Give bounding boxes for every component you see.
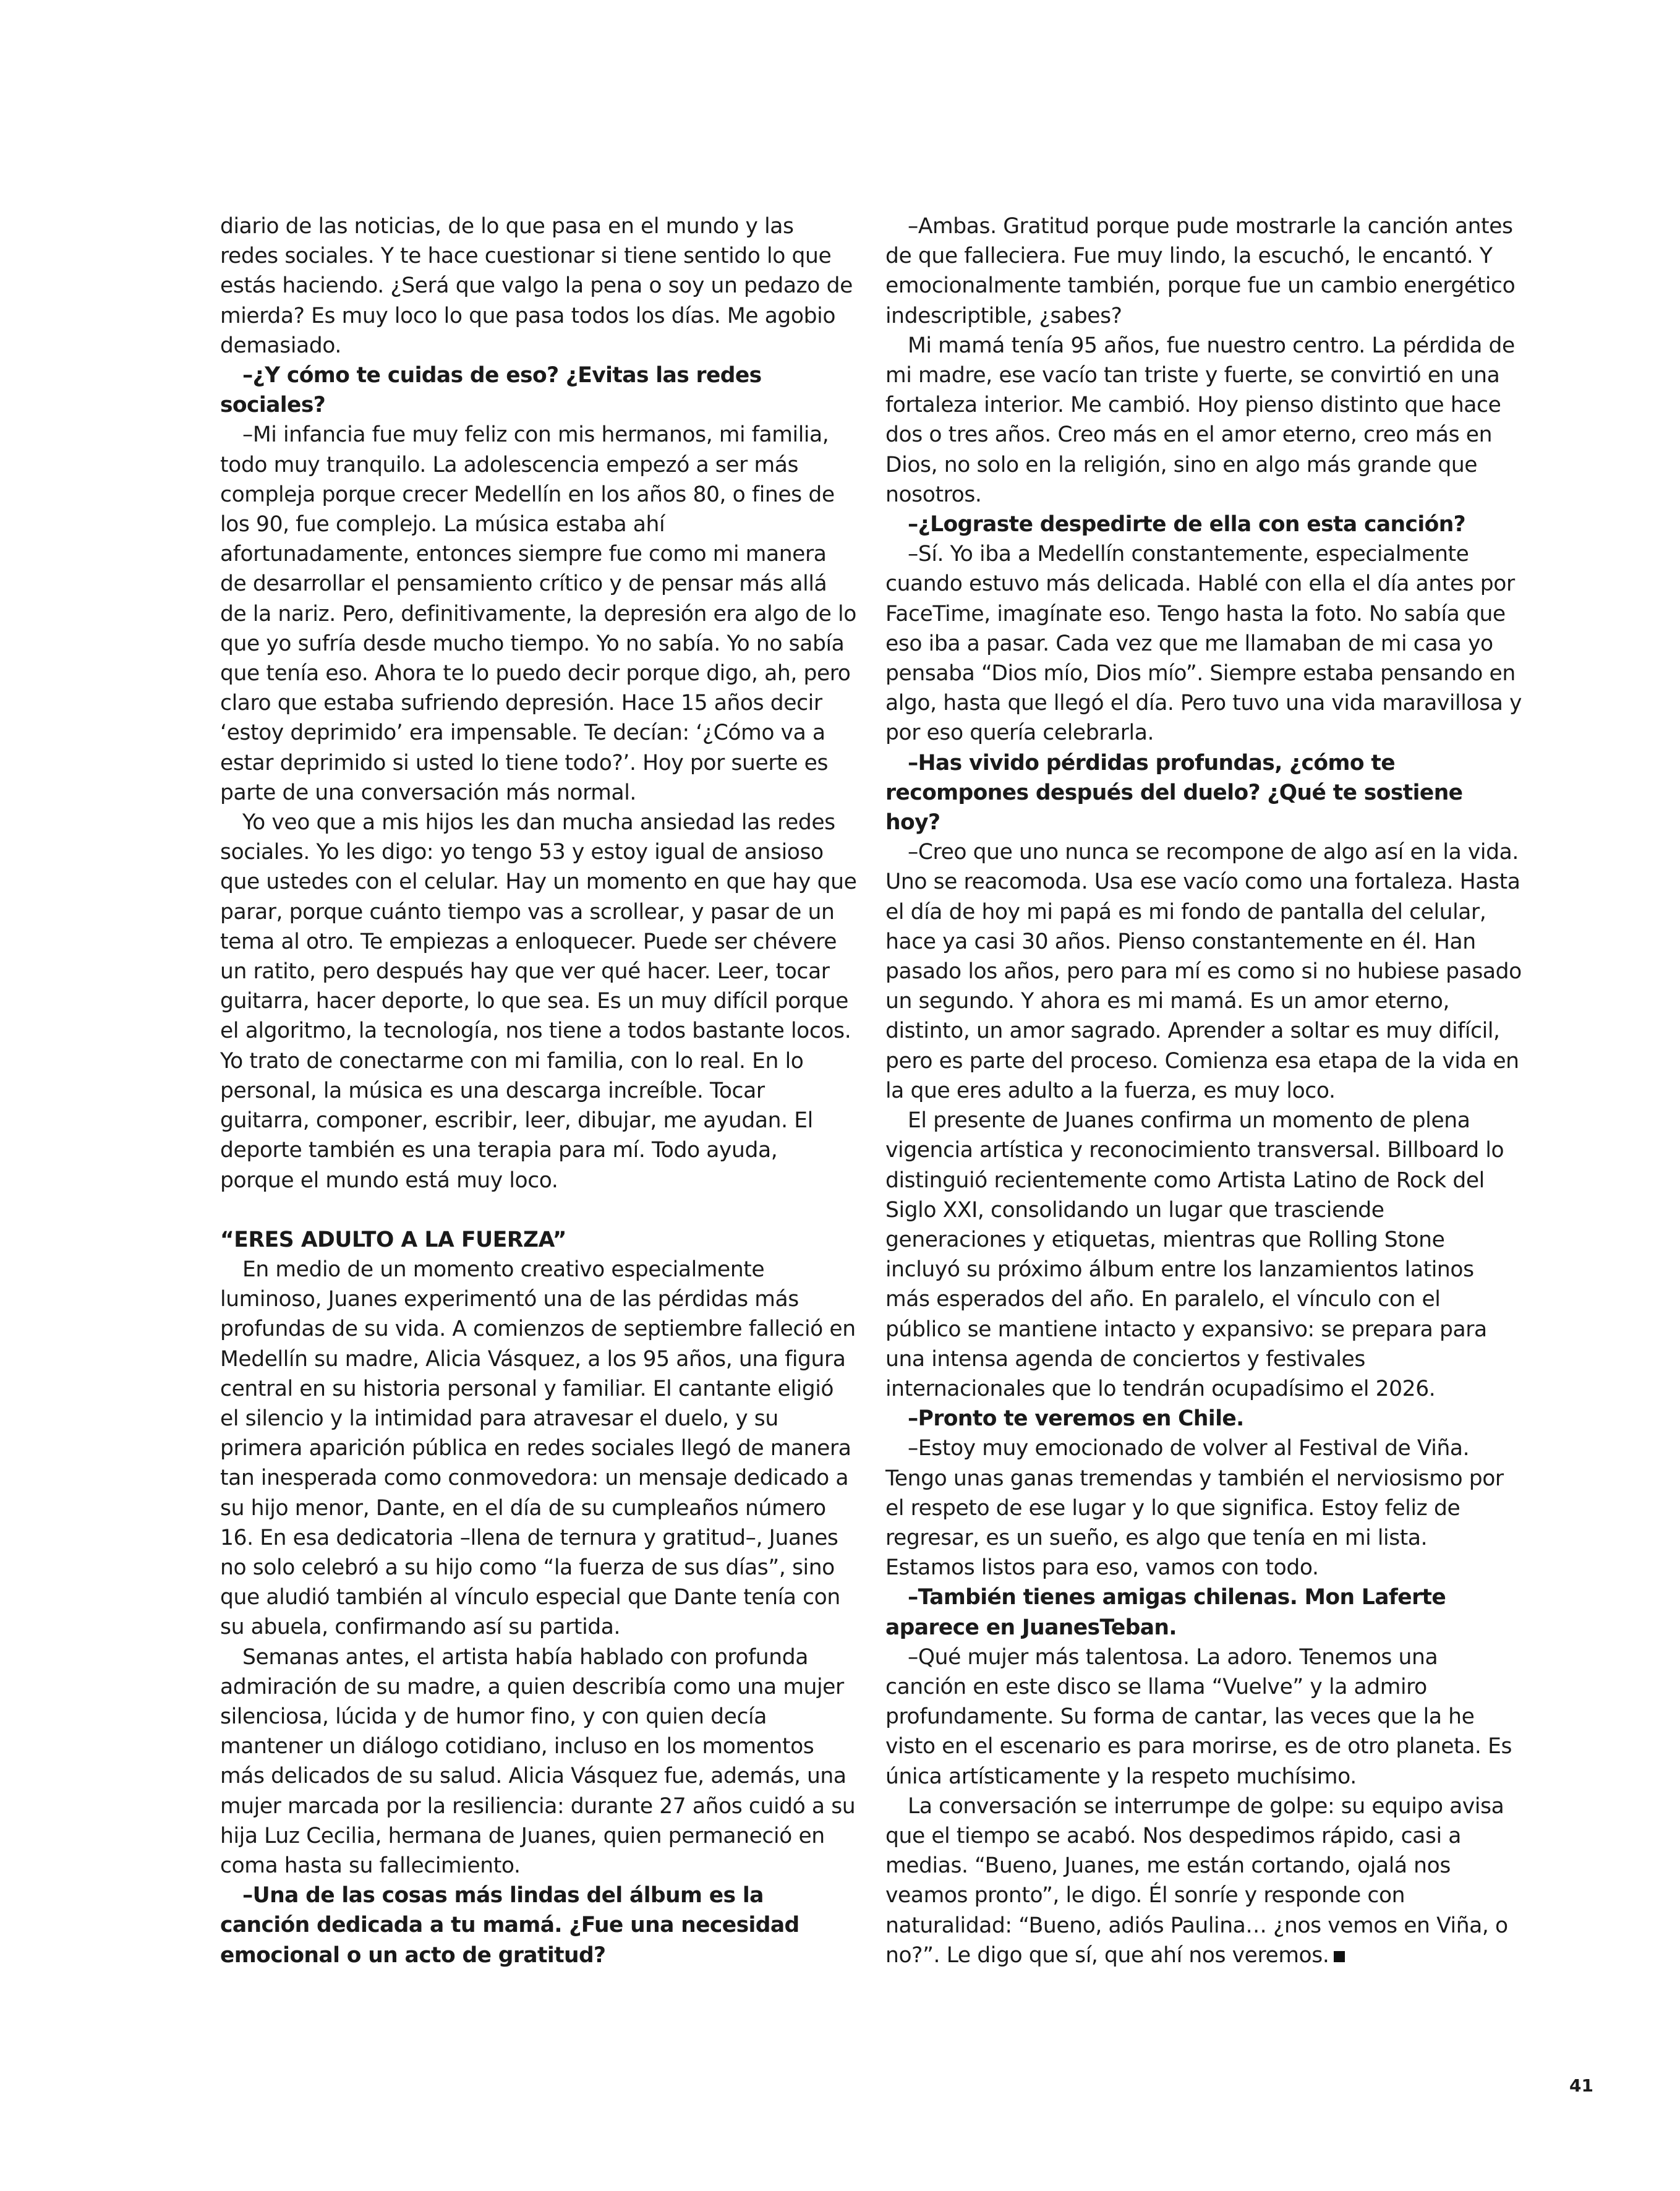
left-paragraph-1: diario de las noticias, de lo que pasa en el mundo y las redes sociales. Y te hace cuestionar si tiene sentido lo que estás haciendo. ¿Será que valgo la pena o soy un pedazo de mierda? Es muy loco lo que pasa todos los días. Me agobio demasiado. xyxy=(220,214,853,358)
right-column xyxy=(885,211,1522,1970)
left-paragraph-4: En medio de un momento creativo especialmente luminoso, Juanes experimentó una de las pérdidas más profundas de su vida. A comienzos de septiembre falleció en Medellín su madre, Alicia Vásquez, a los 95 años, una figura central en su historia personal y familiar. El cantante eligió el silencio y la intimidad para atravesar el duelo, y su primera aparición pública en redes sociales llegó de manera tan inesperada como conmovedora: un mensaje dedicado a su hijo menor, Dante, en el día de su cumpleaños número 16. En esa dedicatoria –llena de ternura y gratitud–, Juanes no solo celebró a su hijo como “la fuerza de sus días”, sino que aludió también al vínculo especial que Dante tenía con su abuela, confirmando así su partida. xyxy=(220,1257,856,1640)
left-question-2: –Una de las cosas más lindas del álbum es la canción dedicada a tu mamá. ¿Fue una necesidad emocional o un acto de gratitud? xyxy=(220,1883,799,1968)
right-paragraph-7: –Qué mujer más talentosa. La adoro. Tenemos una canción en este disco se llama “Vuelve” y la admiro profundamente. Su forma de cantar, las veces que la he visto en el escenario es para morirse, es de otro planeta. Es única artísticamente y la respeto muchísimo. xyxy=(885,1644,1512,1789)
right-paragraph-3: –Sí. Yo iba a Medellín constantemente, especialmente cuando estuvo más delicada. Hablé con ella el día antes por FaceTime, imagínate eso. Tengo hasta la foto. No sabía que eso iba a pasar. Cada vez que me llamaban de mi casa yo pensaba “Dios mío, Dios mío”. Siempre estaba pensando en algo, hasta que llegó el día. Pero tuvo una vida maravillosa y por eso quería celebrarla. xyxy=(885,542,1522,746)
end-of-article-square-icon xyxy=(1334,1951,1345,1962)
right-paragraph-2: Mi mamá tenía 95 años, fue nuestro centro. La pérdida de mi madre, ese vacío tan triste y fuerte, se convirtió en una fortaleza interior. Me cambió. Hoy pienso distinto que hace dos o tres años. Creo más en el amor eterno, creo más en Dios, no solo en la religión, sino en algo más grande que nosotros. xyxy=(885,333,1515,507)
right-paragraph-6: –Estoy muy emocionado de volver al Festival de Viña. Tengo unas ganas tremendas y también el nerviosismo por el respeto de ese lugar y lo que significa. Estoy feliz de regresar, es un sueño, es algo que tenía en mi lista. Estamos listos para eso, vamos con todo. xyxy=(885,1436,1504,1581)
page-number: 41 xyxy=(1569,2075,1593,2096)
right-paragraph-4: –Creo que uno nunca se recompone de algo así en la vida. Uno se reacomoda. Usa ese vacío como una fortaleza. Hasta el día de hoy mi papá es mi fondo de pantalla del celular, hace ya casi 30 años. Pienso constantemente en él. Han pasado los años, pero para mí es como si no hubiese pasado un segundo. Y ahora es mi mamá. Es un amor eterno, distinto, un amor sagrado. Aprender a soltar es muy difícil, pero es parte del proceso. Comienza esa etapa de la vida en la que eres adulto a la fuerza, es muy loco. xyxy=(885,840,1522,1103)
left-paragraph-3: Yo veo que a mis hijos les dan mucha ansiedad las redes sociales. Yo les digo: yo tengo 53 y estoy igual de ansioso que ustedes con el celular. Hay un momento en que hay que parar, porque cuánto tiempo vas a scrollear, y pasar de un tema al otro. Te empiezas a enloquecer. Puede ser chévere un ratito, pero después hay que ver qué hacer. Leer, tocar guitarra, hacer deporte, lo que sea. Es un muy difícil porque el algoritmo, la tecnología, nos tiene a todos bastante locos. Yo trato de conectarme con mi familia, con lo real. En lo personal, la música es una descarga increíble. Tocar guitarra, componer, escribir, leer, dibujar, me ayudan. El deporte también es una terapia para mí. Todo ayuda, porque el mundo está muy loco. xyxy=(220,810,857,1193)
right-question-3: –Pronto te veremos en Chile. xyxy=(908,1406,1244,1432)
left-paragraph-2: –Mi infancia fue muy feliz con mis hermanos, mi familia, todo muy tranquilo. La adolescencia empezó a ser más compleja porque crecer Medellín en los años 80, o fines de los 90, fue complejo. La música estaba ahí afortunadamente, entonces siempre fue como mi manera de desarrollar el pensamiento crítico y de pensar más allá de la nariz. Pero, definitivamente, la depresión era algo de lo que yo sufría desde mucho tiempo. Yo no sabía. Yo no sabía que tenía eso. Ahora te lo puedo decir porque digo, ah, pero claro que estaba sufriendo depresión. Hace 15 años decir ‘estoy deprimido’ era impensable. Te decían: ‘¿Cómo va a estar deprimido si usted lo tiene todo?’. Hoy por suerte es parte de una conversación más normal. xyxy=(220,422,856,805)
left-column xyxy=(220,211,857,1970)
left-paragraph-5: Semanas antes, el artista había hablado con profunda admiración de su madre, a quien describía como una mujer silenciosa, lúcida y de humor fino, y con quien decía mantener un diálogo cotidiano, incluso en los momentos más delicados de su salud. Alicia Vásquez fue, además, una mujer marcada por la resiliencia: durante 27 años cuidó a su hija Luz Cecilia, hermana de Juanes, quien permaneció en coma hasta su fallecimiento. xyxy=(220,1644,856,1878)
right-question-4: –También tienes amigas chilenas. Mon Laferte aparece en JuanesTeban. xyxy=(885,1585,1446,1640)
right-paragraph-8 xyxy=(885,1792,1522,1970)
right-question-2: –Has vivido pérdidas profundas, ¿cómo te recompones después del duelo? ¿Qué te sostiene hoy? xyxy=(885,750,1463,835)
right-question-1: –¿Lograste despedirte de ella con esta canción? xyxy=(908,512,1466,537)
section-heading: “ERES ADULTO A LA FUERZA” xyxy=(220,1227,567,1252)
right-paragraph-1: –Ambas. Gratitud porque pude mostrarle la canción antes de que falleciera. Fue muy lindo, la escuchó, le encantó. Y emocionalmente también, porque fue un cambio energético indescriptible, ¿sabes? xyxy=(885,214,1516,328)
right-paragraph-5: El presente de Juanes confirma un momento de plena vigencia artística y reconocimiento transversal. Billboard lo distinguió recientemente como Artista Latino de Rock del Siglo XXI, consolidando un lugar que trasciende generaciones y etiquetas, mientras que Rolling Stone incluyó su próximo álbum entre los lanzamientos latinos más esperados del año. En paralelo, el vínculo con el público se mantiene intacto y expansivo: se prepara para una intensa agenda de conciertos y festivales internacionales que lo tendrán ocupadísimo el 2026. xyxy=(885,1108,1504,1401)
left-question-1: –¿Y cómo te cuidas de eso? ¿Evitas las redes sociales? xyxy=(220,363,762,418)
right-paragraph-8-text: La conversación se interrumpe de golpe: su equipo avisa que el tiempo se acabó. Nos despedimos rápido, casi a medias. “Bueno, Juanes, me están cortando, ojalá nos veamos pronto”, le digo. Él sonríe y responde con naturalidad: “Bueno, adiós Paulina… ¿nos vemos en Viña, o no?”. Le digo que sí, que ahí nos veremos. xyxy=(885,1793,1508,1968)
